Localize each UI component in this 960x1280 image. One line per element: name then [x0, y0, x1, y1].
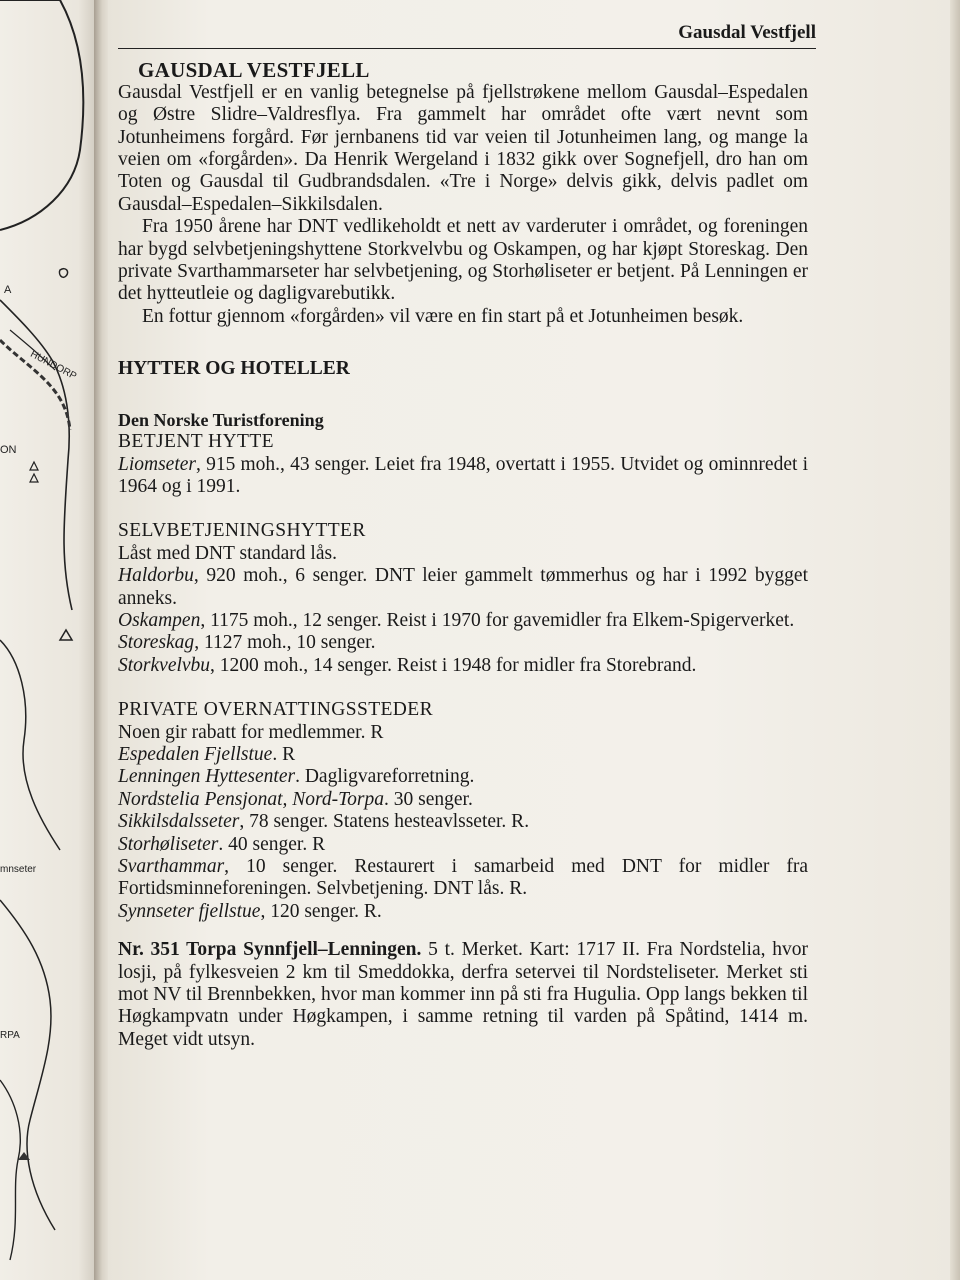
lodging-entry [118, 766, 808, 788]
lodging-name: Lenningen Hyttesenter [118, 766, 296, 788]
page-content [118, 22, 816, 1272]
map-drawing [0, 0, 98, 1280]
hut-details: , 1175 moh., 12 senger. Reist i 1970 for gavemidler fra Elkem-Spigerverket. [200, 609, 795, 631]
lodging-details: . Dagligvareforretning. [295, 766, 475, 788]
section-heading: HYTTER OG HOTELLER [118, 358, 350, 380]
lodging-name: Nordstelia Pensjonat, Nord-Torpa [118, 788, 384, 810]
hut-name: Haldorbu [118, 565, 194, 587]
lodging-name: Sikkilsdalsseter [118, 811, 240, 833]
route-text: 5 t. Merket. Kart: 1717 II. Fra Nordstelia, hvor losji, på fylkesveien 2 km til Smeddokka, derfra setervei til Nordsteliseter. Merket sti mot NV til Brennbekken, hvor man kommer inn på sti fra Hugulia. Opp langs bekken til Høgkampvatn under Høgkampen, i samme retning til varden på Spåtind, 1414 m. Meget vidt utsyn. [118, 939, 808, 1050]
lodging-entry [118, 789, 808, 811]
self-service-note: Låst med DNT standard lås. [118, 542, 337, 564]
lodging-entry [118, 901, 808, 923]
lodging-details: . 40 senger. R [218, 833, 326, 855]
map-label: HUNDORP [28, 348, 79, 383]
lodging-entry [118, 856, 808, 901]
hut-name: Liomseter [118, 453, 196, 475]
map-label: A [4, 284, 12, 296]
hut-entry [118, 610, 808, 632]
hut-name: Oskampen [118, 609, 201, 631]
lodging-details: . R [272, 743, 296, 765]
hut-details: , 1200 moh., 14 senger. Reist i 1948 for midler fra Storebrand. [210, 654, 697, 676]
intro-paragraph: Fra 1950 årene har DNT vedlikeholdt et nett av varderuter i området, og foreningen har bygd selvbetjeningshyttene Storkvelvbu og Oskampen, og har kjøpt Storeskag. Den private Svarthammarseter har selvbetjening, og Storhøliseter er betjent. På Lenningen er det hytteutleie og dagligvarebutikk. [118, 216, 808, 305]
lodging-name: Synnseter fjellstue [118, 900, 261, 922]
hut-details: , 915 moh., 43 senger. Leiet fra 1948, overtatt i 1955. Utvidet og ominnredet i 1964 og i 1991. [118, 453, 808, 497]
hut-entry [118, 632, 808, 654]
hut-entry [118, 565, 808, 610]
running-head: Gausdal Vestfjell [118, 22, 816, 49]
hut-details: , 920 moh., 6 senger. DNT leier gammelt tømmerhus og har i 1992 bygget anneks. [118, 565, 808, 609]
lodging-name: Svarthammar [118, 856, 225, 877]
hut-name: Storkvelvbu [118, 654, 211, 676]
lodging-details: , 120 senger. R. [260, 900, 382, 922]
self-service-heading: SELVBETJENINGSHYTTER [118, 520, 366, 542]
lodging-details: . 30 senger. [384, 788, 473, 810]
hut-entry [118, 454, 808, 499]
lodging-name: Storhøliseter [118, 833, 219, 855]
page-edge [950, 0, 960, 1280]
route-description [118, 939, 808, 1051]
lodging-name: Espedalen Fjellstue [118, 743, 273, 765]
lodging-entry [118, 811, 808, 833]
org-heading: Den Norske Turistforening [118, 409, 324, 430]
staffed-heading: BETJENT HYTTE [118, 431, 274, 453]
map-label: mnseter [0, 864, 37, 875]
intro-paragraph: En fottur gjennom «forgården» vil være en fin start på et Jotunheimen besøk. [142, 305, 744, 327]
intro-paragraph: Gausdal Vestfjell er en vanlig betegnelse på fjellstrøkene mellom Gausdal–Espedalen og Østre Slidre–Valdresflya. Fra gammelt har området ofte vært nevnt som Jotunheimens forgård. Før jernbanens tid var veien til Jotunheimen lang, og mange la veien om «forgården». Da Henrik Wergeland i 1832 gikk over Sognefjell, dro han om Toten og Gausdal til Gudbrandsdalen. «Tre i Norge» delvis gikk, delvis padlet om Gausdal–Espedalen–Sikkilsdalen. [118, 81, 808, 215]
hut-name: Storeskag [118, 632, 195, 654]
lodging-details: , 78 senger. Statens hesteavlsseter. R. [239, 811, 530, 833]
lodging-entry [118, 834, 808, 856]
private-heading: PRIVATE OVERNATTINGSSTEDER [118, 699, 434, 721]
page-title: GAUSDAL VESTFJELL [138, 58, 370, 83]
left-page-map [0, 0, 98, 1280]
private-note: Noen gir rabatt for medlemmer. R [118, 721, 384, 743]
route-title: Nr. 351 Torpa Synnfjell–Lenningen. [118, 939, 422, 961]
map-label: RPA [0, 1030, 20, 1041]
hut-entry [118, 655, 808, 677]
hut-details: , 1127 moh., 10 senger. [194, 632, 376, 654]
map-label: ON [0, 444, 17, 456]
lodging-entry [118, 744, 808, 766]
lodging-details: , 10 senger. Restaurert i samarbeid med DNT for midler fra Fortidsminneforeningen. Selvbetjening. DNT lås. R. [118, 856, 808, 900]
